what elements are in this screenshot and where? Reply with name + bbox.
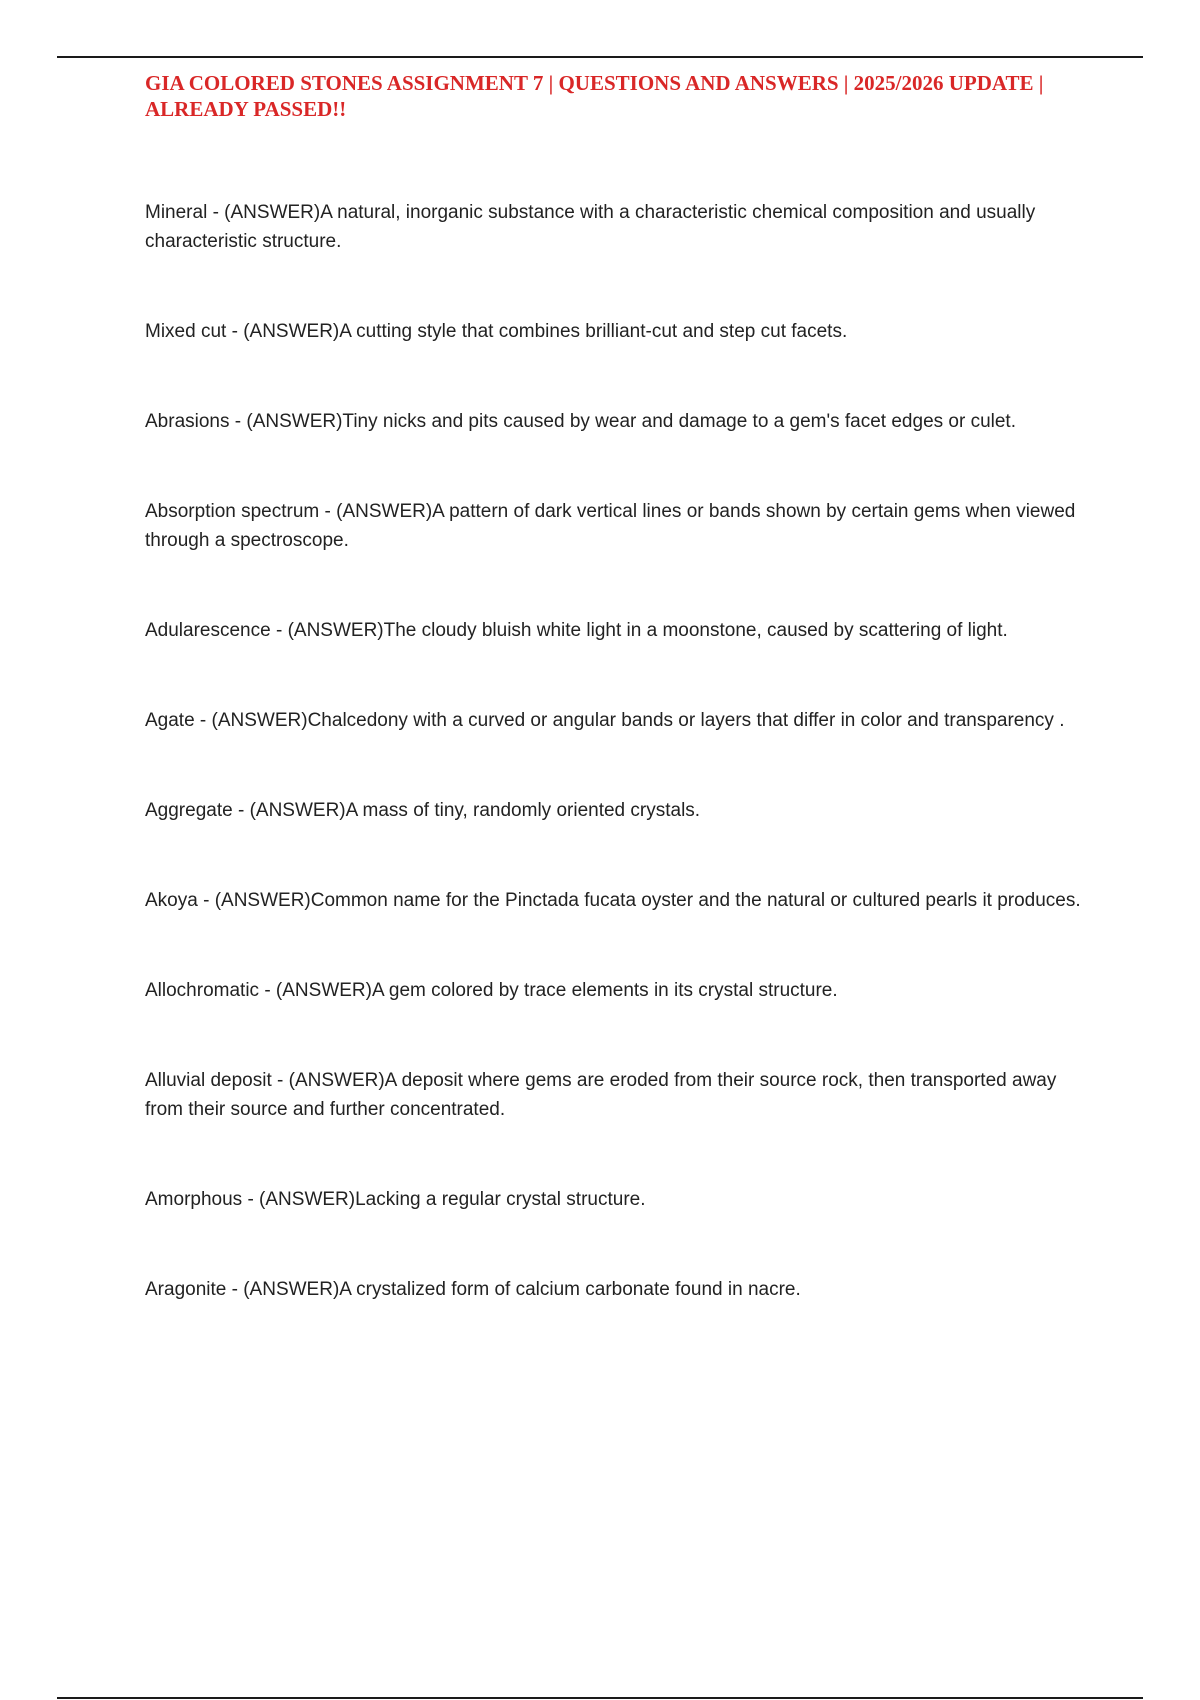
glossary-list [145,198,1090,1304]
glossary-entry: Adularescence - (ANSWER)The cloudy bluish white light in a moonstone, caused by scattering of light. [145,620,1008,641]
glossary-entry: Aggregate - (ANSWER)A mass of tiny, randomly oriented crystals. [145,800,701,821]
glossary-entry: Mineral - (ANSWER)A natural, inorganic substance with a characteristic chemical composition and usually characteristic structure. [145,202,1036,252]
top-divider [57,56,1143,58]
glossary-entry: Mixed cut - (ANSWER)A cutting style that combines brilliant-cut and step cut facets. [145,321,848,342]
document-title: GIA COLORED STONES ASSIGNMENT 7 | QUESTIONS AND ANSWERS | 2025/2026 UPDATE | ALREADY PASSED!! [145,71,1044,121]
glossary-entry: Aragonite - (ANSWER)A crystalized form of calcium carbonate found in nacre. [145,1279,801,1300]
bottom-divider [57,1697,1143,1699]
glossary-entry: Alluvial deposit - (ANSWER)A deposit where gems are eroded from their source rock, then transported away from their source and further concentrated. [145,1070,1057,1120]
glossary-entry: Amorphous - (ANSWER)Lacking a regular crystal structure. [145,1189,646,1210]
glossary-entry: Allochromatic - (ANSWER)A gem colored by trace elements in its crystal structure. [145,980,838,1001]
glossary-entry: Agate - (ANSWER)Chalcedony with a curved or angular bands or layers that differ in color and transparency . [145,710,1065,731]
glossary-entry: Akoya - (ANSWER)Common name for the Pinctada fucata oyster and the natural or cultured pearls it produces. [145,890,1081,911]
glossary-entry: Absorption spectrum - (ANSWER)A pattern of dark vertical lines or bands shown by certain gems when viewed through a spectroscope. [145,501,1076,551]
glossary-entry: Abrasions - (ANSWER)Tiny nicks and pits caused by wear and damage to a gem's facet edges or culet. [145,411,1016,432]
